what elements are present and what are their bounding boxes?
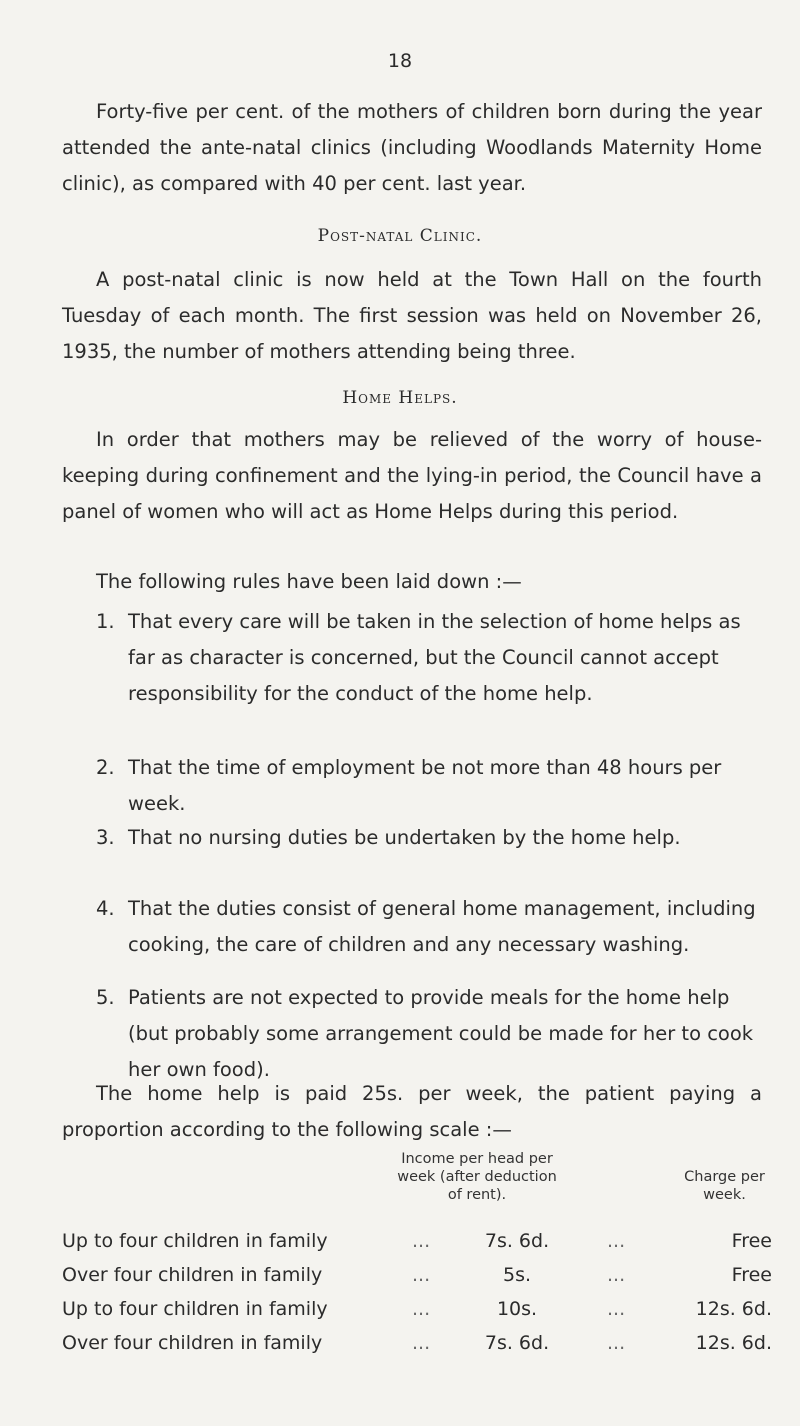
dot-leader: ... <box>412 1230 431 1252</box>
rule-item <box>96 604 762 712</box>
rule-item <box>96 820 762 856</box>
rule-number: 4. <box>96 897 115 920</box>
income-value: 7s. 6d. <box>484 1230 550 1252</box>
dot-leader: ... <box>607 1332 626 1354</box>
rule-number: 2. <box>96 756 115 779</box>
postnatal-heading: Post-natal Clinic. <box>317 226 483 246</box>
rule-text: That no nursing duties be undertaken by the home help. <box>128 826 681 849</box>
charge-value: Free <box>731 1264 772 1286</box>
rule-text: That the duties consist of general home management, including cooking, the care of children and any necessary washing. <box>128 897 756 956</box>
table-row <box>62 1230 772 1258</box>
postnatal-paragraph: A post-natal clinic is now held at the Town Hall on the fourth Tuesday of each month. The first session was held on November 26, 1935, the number of mothers attending being three. <box>62 268 762 363</box>
row-label: Over four children in family <box>62 1264 323 1286</box>
rule-text: Patients are not expected to provide meals for the home help (but probably some arrangement could be made for her to cook her own food). <box>128 986 754 1081</box>
dot-leader: ... <box>607 1298 626 1320</box>
income-value: 5s. <box>502 1264 532 1286</box>
rules-intro: The following rules have been laid down :— <box>96 570 522 593</box>
home-helps-paragraph: In order that mothers may be relieved of the worry of house-keeping during confinement and the lying-in period, the Council have a panel of women who will act as Home Helps during this period. <box>62 428 762 523</box>
rule-text: That the time of employment be not more than 48 hours per week. <box>128 756 722 815</box>
row-label: Up to four children in family <box>62 1230 328 1252</box>
table-row <box>62 1332 772 1360</box>
charge-column-header: Charge per week. <box>684 1169 765 1203</box>
table-row <box>62 1298 772 1326</box>
dot-leader: ... <box>412 1298 431 1320</box>
dot-leader: ... <box>412 1264 431 1286</box>
charge-value: 12s. 6d. <box>695 1298 772 1320</box>
page-number: 18 <box>387 50 413 72</box>
income-value: 7s. 6d. <box>484 1332 550 1354</box>
charge-value: 12s. 6d. <box>695 1332 772 1354</box>
charge-value: Free <box>731 1230 772 1252</box>
dot-leader: ... <box>412 1332 431 1354</box>
payment-paragraph: The home help is paid 25s. per week, the patient paying a proportion according to the following scale :— <box>62 1082 762 1141</box>
rule-item <box>96 891 762 963</box>
row-label: Over four children in family <box>62 1332 323 1354</box>
income-value: 10s. <box>496 1298 538 1320</box>
rule-item <box>96 980 762 1088</box>
income-column-header: Income per head per week (after deduction of rent). <box>397 1151 557 1203</box>
rule-number: 3. <box>96 826 115 849</box>
rule-number: 5. <box>96 986 115 1009</box>
rule-item <box>96 750 762 822</box>
rule-number: 1. <box>96 610 115 633</box>
dot-leader: ... <box>607 1264 626 1286</box>
rule-text: That every care will be taken in the selection of home helps as far as character is concerned, but the Council cannot accept responsibility for the conduct of the home help. <box>128 610 741 705</box>
home-helps-heading: Home Helps. <box>342 388 458 408</box>
table-row <box>62 1264 772 1292</box>
dot-leader: ... <box>607 1230 626 1252</box>
row-label: Up to four children in family <box>62 1298 328 1320</box>
intro-paragraph: Forty-five per cent. of the mothers of children born during the year attended the ante-natal clinics (including Woodlands Maternity Home clinic), as compared with 40 per cent. last year. <box>62 100 762 195</box>
